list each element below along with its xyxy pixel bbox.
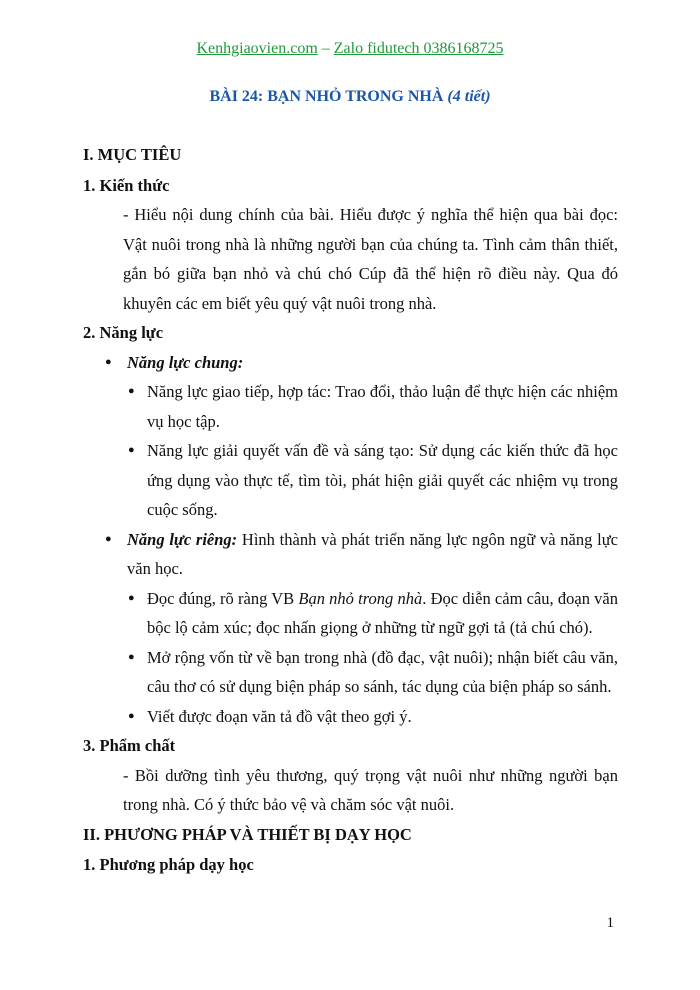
- specific-item1-pre: Đọc đúng, rõ ràng VB: [147, 588, 299, 608]
- specific-item1-post: . Đọc diễn cảm câu, đoạn văn bộc lộ cảm xúc; đọc nhấn giọng ở những từ ngữ gợi tả (tả chú chó).: [147, 588, 618, 637]
- specific-competence-bullet: ● Mở rộng vốn từ về bạn trong nhà (đồ đạc, vật nuôi); nhận biết câu văn, câu thơ có sử dụng biện pháp so sánh, tác dụng của biện pháp so sánh.: [83, 643, 618, 702]
- teaching-methods-heading: 1. Phương pháp dạy học: [83, 855, 254, 874]
- section-objectives-heading: I. MỤC TIÊU: [83, 145, 182, 164]
- lesson-title-main: BÀI 24: BẠN NHỎ TRONG NHÀ: [209, 88, 448, 105]
- qualities-heading: 3. Phẩm chất: [83, 736, 176, 755]
- general-competence-label: Năng lực chung:: [127, 352, 244, 372]
- general-competence-bullet: ● Năng lực giao tiếp, hợp tác: Trao đổi, thảo luận để thực hiện các nhiệm vụ học tập.: [83, 377, 618, 436]
- page-header: [0, 40, 700, 58]
- specific-competence-bullet: ● Viết được đoạn văn tả đồ vật theo gợi ý.: [83, 702, 618, 732]
- general-competence-item: [83, 348, 618, 378]
- site-link[interactable]: Kenhgiaovien.com: [196, 40, 318, 57]
- knowledge-heading: 1. Kiến thức: [83, 175, 170, 195]
- document-body: [83, 140, 618, 880]
- competence-heading: 2. Năng lực: [83, 323, 164, 342]
- general-competence-bullet: ● Năng lực giải quyết vấn đề và sáng tạo: Sử dụng các kiến thức đã học ứng dụng vào thực tế, tìm tòi, phát hiện giải quyết các nhiệm vụ trong cuộc sống.: [83, 436, 618, 525]
- page-number: 1: [606, 915, 614, 931]
- lesson-periods: (4 tiết): [447, 88, 491, 105]
- qualities-paragraph: - Bồi dưỡng tình yêu thương, quý trọng vật nuôi như những người bạn trong nhà. Có ý thức bảo vệ và chăm sóc vật nuôi.: [123, 765, 618, 814]
- reading-text-title: Bạn nhỏ trong nhà: [298, 588, 423, 608]
- contact-link[interactable]: Zalo fidutech 0386168725: [333, 40, 504, 57]
- specific-competence-label: Năng lực riêng:: [127, 529, 238, 549]
- section-methods-heading: II. PHƯƠNG PHÁP VÀ THIẾT BỊ DẠY HỌC: [83, 824, 412, 844]
- header-separator: –: [317, 40, 334, 57]
- specific-competence-bullet: [83, 584, 618, 643]
- knowledge-paragraph: - Hiểu nội dung chính của bài. Hiểu được ý nghĩa thể hiện qua bài đọc: Vật nuôi trong nhà là những người bạn của chúng ta. Tình cảm thân thiết, gắn bó giữa bạn nhỏ và chú chó Cúp đã thể hiện rõ điều này. Qua đó khuyên các em biết yêu quý vật nuôi trong nhà.: [123, 205, 618, 313]
- specific-competence-item: [83, 525, 618, 584]
- specific-competence-text: Hình thành và phát triển năng lực ngôn ngữ và năng lực văn học.: [127, 529, 618, 578]
- lesson-title: [0, 88, 700, 106]
